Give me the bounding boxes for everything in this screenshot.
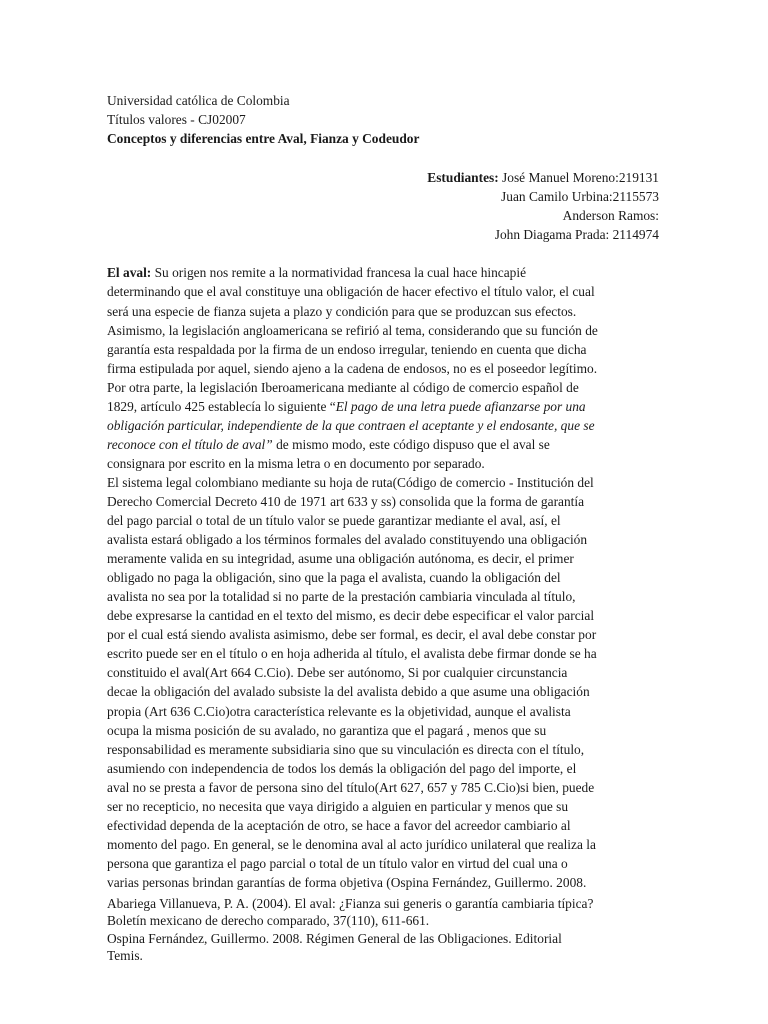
body-text-run: garantía esta respaldada por la firma de un endoso irregular, teniendo en cuenta que dicha [107, 341, 587, 357]
body-text-run: ocupa la misma posición de su avalado, no garantiza que el pagará , menos que su [107, 722, 547, 738]
body-text-run: meramente valida en su integridad, asume una obligación autónoma, es decir, el primer [107, 551, 574, 567]
document-page [107, 91, 659, 964]
reference-line: Ospina Fernández, Guillermo. 2008. Régimen General de las Obligaciones. Editorial [107, 930, 562, 946]
body-text-run: varias personas brindan garantías de forma objetiva (Ospina Fernández, Guillermo. 2008. [107, 874, 587, 890]
students-block [107, 168, 659, 245]
body-text-run: Por otra parte, la legislación Iberoamericana mediante al código de comercio español de [107, 379, 579, 395]
body-text-run: persona que garantiza el pago parcial o total de un título valor en virtud del cual una o [107, 855, 568, 871]
body-paragraph [107, 263, 659, 892]
body-line [107, 702, 659, 721]
body-text-run: del pago parcial o total de un título valor se puede garantizar mediante el aval, así, el [107, 513, 561, 529]
body-line [107, 740, 659, 759]
body-line [107, 835, 659, 854]
body-line [107, 397, 659, 416]
students-label: Estudiantes: [427, 169, 499, 185]
references [107, 895, 659, 964]
body-line [107, 682, 659, 701]
body-text-run: firma estipulada por aquel, siendo ajeno a la cadena de endosos, no es el poseedor legítimo. [107, 360, 598, 376]
quoted-text: reconoce con el título de aval” [107, 436, 273, 452]
body-text-run: será una especie de fianza sujeta a plazo y condición para que se produzcan sus efectos. [107, 303, 577, 319]
student-name: Anderson Ramos: [562, 208, 659, 224]
body-line [107, 530, 659, 549]
student-line-first [107, 168, 659, 187]
body-line [107, 816, 659, 835]
reference-line: Abariega Villanueva, P. A. (2004). El aval: ¿Fianza sui generis o garantía cambiaria típica? [107, 895, 594, 911]
body-line [107, 282, 659, 301]
body-line [107, 340, 659, 359]
body-text-run: ser no recepticio, no necesita que vaya dirigido a alguien en particular y menos que su [107, 798, 569, 814]
body-line [107, 778, 659, 797]
body-text-run: decae la obligación del avalado subsiste la del avalista debido a que asume una obligación [107, 684, 590, 700]
body-text-run: avalista estará obligado a los términos formales del avalado constituyendo una obligación [107, 532, 588, 548]
course-code: Títulos valores - CJ02007 [107, 112, 246, 128]
body-line [107, 873, 659, 892]
body-text-run: Asimismo, la legislación angloamericana se refirió al tema, considerando que su función de [107, 322, 598, 338]
reference-line: Temis. [107, 947, 143, 963]
body-text-run: asumiendo con independencia de todos los demás la obligación del pago del importe, el [107, 760, 577, 776]
body-line [107, 511, 659, 530]
body-text-run: consignara por escrito en la misma letra o en documento por separado. [107, 455, 485, 471]
body-text-run: obligado no paga la obligación, sino que la paga el avalista, cuando la obligación del [107, 570, 561, 586]
body-line [107, 492, 659, 511]
body-line [107, 606, 659, 625]
body-line [107, 263, 659, 282]
body-text-run: determinando que el aval constituye una obligación de hacer efectivo el título valor, el cual [107, 284, 595, 300]
document-title: Conceptos y diferencias entre Aval, Fianza y Codeudor [107, 131, 420, 147]
body-line [107, 854, 659, 873]
body-text-run: responsabilidad es meramente subsidiaria sino que su vinculación es directa con el título, [107, 741, 585, 757]
aval-heading: El aval: [107, 265, 152, 281]
body-line [107, 473, 659, 492]
body-text-run: Derecho Comercial Decreto 410 de 1971 art 633 y ss) consolida que la forma de garantía [107, 493, 585, 509]
body-text-run: propia (Art 636 C.Cio)otra característica relevante es la objetividad, aunque el avalista [107, 703, 571, 719]
body-text-run: por el cual está siendo avalista asimismo, debe ser formal, es decir, el aval debe constar por [107, 627, 597, 643]
body-text-run: debe expresarse la cantidad en el texto del mismo, es decir debe especificar el valor parcial [107, 608, 595, 624]
body-text-run: avalista no sea por la totalidad si no parte de la prestación cambiaria vinculada al título, [107, 589, 576, 605]
body-line [107, 302, 659, 321]
body-line [107, 759, 659, 778]
body-line [107, 378, 659, 397]
body-line [107, 454, 659, 473]
student-name: José Manuel Moreno:219131 [498, 169, 659, 185]
reference-line: Boletín mexicano de derecho comparado, 37(110), 611-661. [107, 913, 430, 929]
body-line [107, 644, 659, 663]
body-line [107, 663, 659, 682]
body-line [107, 797, 659, 816]
body-line [107, 416, 659, 435]
body-text-run: escrito puede ser en el título o en hoja adherida al título, el avalista debe firmar donde se ha [107, 646, 597, 662]
body-line [107, 625, 659, 644]
quoted-text: El pago de una letra puede afianzarse por una [335, 398, 586, 414]
body-text-run: efectividad dependa de la aceptación de otro, se hace a favor del acreedor cambiario al [107, 817, 571, 833]
body-line [107, 721, 659, 740]
body-text-run: 1829, artículo 425 establecía lo siguiente “ [107, 398, 336, 414]
student-name: Juan Camilo Urbina:2115573 [501, 188, 659, 204]
body-text-run: El sistema legal colombiano mediante su hoja de ruta(Código de comercio - Institución del [107, 474, 594, 490]
body-line [107, 435, 659, 454]
quoted-text: obligación particular, independiente de la que contraen el aceptante y el endosante, que se [107, 417, 595, 433]
document-header [107, 91, 659, 149]
body-text-run: de mismo modo, este código dispuso que el aval se [272, 436, 550, 452]
body-text-run: momento del pago. En general, se le denomina aval al acto jurídico unilateral que realiza la [107, 836, 596, 852]
student-name: John Diagama Prada: 2114974 [494, 227, 659, 243]
body-line [107, 359, 659, 378]
body-text-run: constituido el aval(Art 664 C.Cio). Debe ser autónomo, Si por cualquier circunstancia [107, 665, 568, 681]
body-line [107, 321, 659, 340]
body-line [107, 587, 659, 606]
body-line [107, 568, 659, 587]
body-text-run: aval no se presta a favor de persona sino del título(Art 627, 657 y 785 C.Cio)si bien, puede [107, 779, 595, 795]
body-line [107, 549, 659, 568]
body-text-run: Su origen nos remite a la normatividad francesa la cual hace hincapié [151, 265, 527, 281]
university-name: Universidad católica de Colombia [107, 93, 290, 108]
